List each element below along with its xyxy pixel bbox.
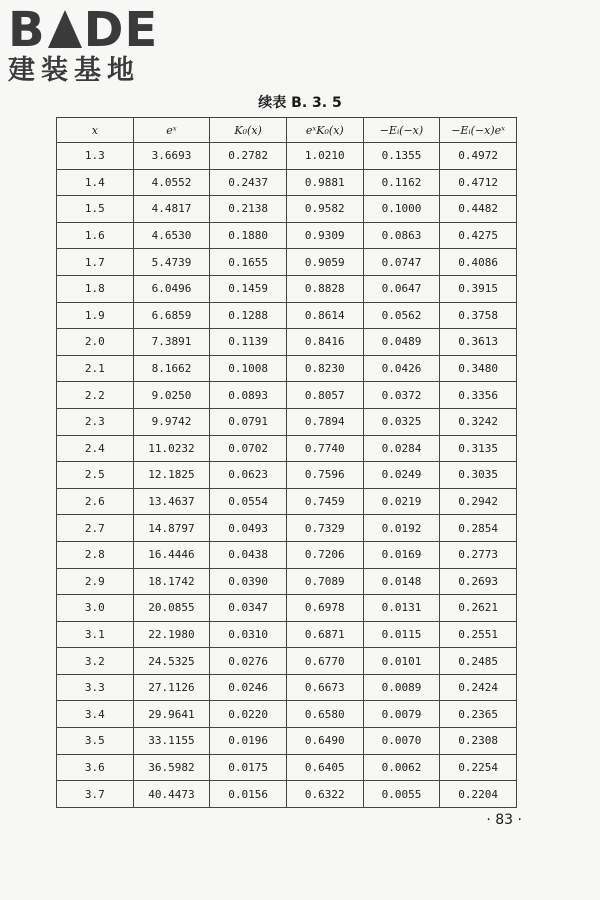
table-cell: 0.9059	[286, 249, 363, 276]
table-cell: 0.0390	[210, 568, 287, 595]
table-cell: 0.0863	[363, 222, 440, 249]
table-cell: 0.0220	[210, 701, 287, 728]
table-cell: 0.8416	[286, 329, 363, 356]
table-row	[57, 462, 517, 489]
table-cell: 0.0156	[210, 781, 287, 808]
table-cell: 20.0855	[133, 595, 210, 622]
table-cell: 0.2437	[210, 169, 287, 196]
header-neg-ei: −Eᵢ(−x)	[363, 118, 440, 143]
table-cell: 0.0070	[363, 728, 440, 755]
table-cell: 5.4739	[133, 249, 210, 276]
table-cell: 29.9641	[133, 701, 210, 728]
table-cell: 0.7459	[286, 488, 363, 515]
table-cell: 0.0219	[363, 488, 440, 515]
table-cell: 0.1880	[210, 222, 287, 249]
table-cell: 0.7596	[286, 462, 363, 489]
table-cell: 0.0148	[363, 568, 440, 595]
table-cell: 0.3613	[440, 329, 517, 356]
table-cell: 0.3480	[440, 355, 517, 382]
table-cell: 1.5	[57, 196, 134, 223]
table-cell: 16.4446	[133, 541, 210, 568]
table-row	[57, 302, 517, 329]
table-cell: 3.1	[57, 621, 134, 648]
table-cell: 0.0623	[210, 462, 287, 489]
table-cell: 0.8230	[286, 355, 363, 382]
table-cell: 0.2204	[440, 781, 517, 808]
table-cell: 4.6530	[133, 222, 210, 249]
table-cell: 0.0647	[363, 275, 440, 302]
table-row	[57, 382, 517, 409]
table-cell: 0.0562	[363, 302, 440, 329]
page-number: · 83 ·	[486, 812, 522, 828]
table-cell: 0.2485	[440, 648, 517, 675]
table-cell: 0.0347	[210, 595, 287, 622]
logo-letter-b: B	[8, 2, 46, 58]
table-cell: 0.4086	[440, 249, 517, 276]
table-cell: 0.0062	[363, 754, 440, 781]
table-row	[57, 674, 517, 701]
table-cell: 2.6	[57, 488, 134, 515]
table-cell: 3.2	[57, 648, 134, 675]
table-cell: 1.6	[57, 222, 134, 249]
table-row	[57, 275, 517, 302]
table-header-row	[57, 118, 517, 143]
table-cell: 0.0310	[210, 621, 287, 648]
table-row	[57, 196, 517, 223]
table-cell: 0.9309	[286, 222, 363, 249]
table-cell: 0.2254	[440, 754, 517, 781]
table-row	[57, 621, 517, 648]
table-cell: 6.6859	[133, 302, 210, 329]
table-cell: 22.1980	[133, 621, 210, 648]
table-row	[57, 329, 517, 356]
table-row	[57, 249, 517, 276]
table-cell: 0.0747	[363, 249, 440, 276]
table-cell: 9.9742	[133, 408, 210, 435]
table-cell: 1.7	[57, 249, 134, 276]
table-cell: 2.4	[57, 435, 134, 462]
table-cell: 0.0246	[210, 674, 287, 701]
table-cell: 0.2424	[440, 674, 517, 701]
table-cell: 2.9	[57, 568, 134, 595]
table-cell: 12.1825	[133, 462, 210, 489]
table-cell: 0.2621	[440, 595, 517, 622]
table-cell: 1.0210	[286, 143, 363, 170]
table-body	[57, 143, 517, 808]
table-cell: 11.0232	[133, 435, 210, 462]
table-cell: 0.0426	[363, 355, 440, 382]
table-cell: 4.4817	[133, 196, 210, 223]
table-cell: 0.0055	[363, 781, 440, 808]
table-cell: 0.9881	[286, 169, 363, 196]
table-cell: 0.3915	[440, 275, 517, 302]
table-cell: 0.2693	[440, 568, 517, 595]
table-cell: 0.8828	[286, 275, 363, 302]
table-cell: 0.1139	[210, 329, 287, 356]
table-row	[57, 754, 517, 781]
header-ex: eˣ	[133, 118, 210, 143]
table-cell: 0.0438	[210, 541, 287, 568]
table-cell: 40.4473	[133, 781, 210, 808]
header-neg-ei-ex: −Eᵢ(−x)eˣ	[440, 118, 517, 143]
table-row	[57, 728, 517, 755]
table-cell: 2.7	[57, 515, 134, 542]
table-cell: 0.0131	[363, 595, 440, 622]
table-cell: 0.0325	[363, 408, 440, 435]
table-cell: 0.4712	[440, 169, 517, 196]
table-cell: 2.5	[57, 462, 134, 489]
table-cell: 0.7329	[286, 515, 363, 542]
logo-wordmark	[8, 2, 178, 58]
table-row	[57, 701, 517, 728]
table-cell: 0.6580	[286, 701, 363, 728]
table-row	[57, 143, 517, 170]
table-row	[57, 515, 517, 542]
table-cell: 0.2773	[440, 541, 517, 568]
table-cell: 0.0702	[210, 435, 287, 462]
table-cell: 0.3242	[440, 408, 517, 435]
table-cell: 0.4972	[440, 143, 517, 170]
table-cell: 0.0192	[363, 515, 440, 542]
table-cell: 0.4482	[440, 196, 517, 223]
table-cell: 0.6871	[286, 621, 363, 648]
table-cell: 2.3	[57, 408, 134, 435]
table-cell: 0.0893	[210, 382, 287, 409]
table-caption: 续表 B. 3. 5	[258, 95, 342, 111]
logo-letters-de: DE	[83, 2, 159, 58]
table-cell: 3.6693	[133, 143, 210, 170]
data-table	[56, 117, 517, 808]
table-cell: 0.7894	[286, 408, 363, 435]
table-cell: 0.2942	[440, 488, 517, 515]
table-cell: 1.8	[57, 275, 134, 302]
table-cell: 0.3356	[440, 382, 517, 409]
table-cell: 27.1126	[133, 674, 210, 701]
table-cell: 3.4	[57, 701, 134, 728]
table-cell: 0.0101	[363, 648, 440, 675]
table-cell: 1.3	[57, 143, 134, 170]
table-cell: 6.0496	[133, 275, 210, 302]
table-cell: 1.9	[57, 302, 134, 329]
table-cell: 1.4	[57, 169, 134, 196]
table-row	[57, 222, 517, 249]
table-cell: 36.5982	[133, 754, 210, 781]
header-x: x	[57, 118, 134, 143]
table-cell: 3.5	[57, 728, 134, 755]
table-cell: 0.3035	[440, 462, 517, 489]
table-cell: 0.0249	[363, 462, 440, 489]
brand-logo	[8, 2, 178, 86]
table-cell: 3.6	[57, 754, 134, 781]
table-cell: 0.0276	[210, 648, 287, 675]
table-cell: 0.1008	[210, 355, 287, 382]
table-cell: 0.6673	[286, 674, 363, 701]
table-cell: 0.1355	[363, 143, 440, 170]
table-cell: 0.2308	[440, 728, 517, 755]
table-cell: 4.0552	[133, 169, 210, 196]
table-row	[57, 435, 517, 462]
table-cell: 0.2138	[210, 196, 287, 223]
table-row	[57, 488, 517, 515]
table-cell: 0.1288	[210, 302, 287, 329]
table-cell: 0.6490	[286, 728, 363, 755]
table-row	[57, 568, 517, 595]
table-cell: 0.4275	[440, 222, 517, 249]
table-cell: 0.6770	[286, 648, 363, 675]
table-cell: 0.1000	[363, 196, 440, 223]
table-cell: 2.2	[57, 382, 134, 409]
table-row	[57, 355, 517, 382]
table-cell: 7.3891	[133, 329, 210, 356]
table-cell: 13.4637	[133, 488, 210, 515]
table-cell: 0.0196	[210, 728, 287, 755]
table-cell: 0.9582	[286, 196, 363, 223]
header-k0: K₀(x)	[210, 118, 287, 143]
table-cell: 9.0250	[133, 382, 210, 409]
table-cell: 0.6322	[286, 781, 363, 808]
table-cell: 14.8797	[133, 515, 210, 542]
table-cell: 0.6405	[286, 754, 363, 781]
table-cell: 0.2365	[440, 701, 517, 728]
logo-letter-a-shape	[48, 10, 82, 48]
table-cell: 0.0175	[210, 754, 287, 781]
logo-subtitle: 建装基地	[8, 55, 140, 86]
table-row	[57, 541, 517, 568]
table-cell: 33.1155	[133, 728, 210, 755]
table-cell: 0.0372	[363, 382, 440, 409]
table-cell: 0.0493	[210, 515, 287, 542]
table-cell: 0.8614	[286, 302, 363, 329]
table-cell: 0.0089	[363, 674, 440, 701]
table-cell: 0.1459	[210, 275, 287, 302]
table-cell: 2.8	[57, 541, 134, 568]
table-cell: 0.3758	[440, 302, 517, 329]
table-cell: 0.1655	[210, 249, 287, 276]
table-cell: 0.8057	[286, 382, 363, 409]
table-cell: 0.0115	[363, 621, 440, 648]
table-cell: 0.2854	[440, 515, 517, 542]
table-cell: 18.1742	[133, 568, 210, 595]
table-cell: 2.1	[57, 355, 134, 382]
table-cell: 0.0791	[210, 408, 287, 435]
table-cell: 0.1162	[363, 169, 440, 196]
table-cell: 3.0	[57, 595, 134, 622]
table-cell: 2.0	[57, 329, 134, 356]
table-row	[57, 408, 517, 435]
table-cell: 3.3	[57, 674, 134, 701]
table-cell: 0.7740	[286, 435, 363, 462]
table-cell: 3.7	[57, 781, 134, 808]
table-cell: 0.3135	[440, 435, 517, 462]
table-cell: 0.0489	[363, 329, 440, 356]
table-row	[57, 781, 517, 808]
table-cell: 24.5325	[133, 648, 210, 675]
table-row	[57, 648, 517, 675]
table-row	[57, 595, 517, 622]
table-cell: 0.0169	[363, 541, 440, 568]
table-cell: 0.7089	[286, 568, 363, 595]
table-cell: 0.2782	[210, 143, 287, 170]
table-cell: 0.0284	[363, 435, 440, 462]
table-cell: 0.0079	[363, 701, 440, 728]
table-cell: 0.7206	[286, 541, 363, 568]
header-ex-k0: eˣK₀(x)	[286, 118, 363, 143]
table-cell: 0.6978	[286, 595, 363, 622]
table-cell: 0.2551	[440, 621, 517, 648]
table-row	[57, 169, 517, 196]
table-cell: 0.0554	[210, 488, 287, 515]
table-cell: 8.1662	[133, 355, 210, 382]
